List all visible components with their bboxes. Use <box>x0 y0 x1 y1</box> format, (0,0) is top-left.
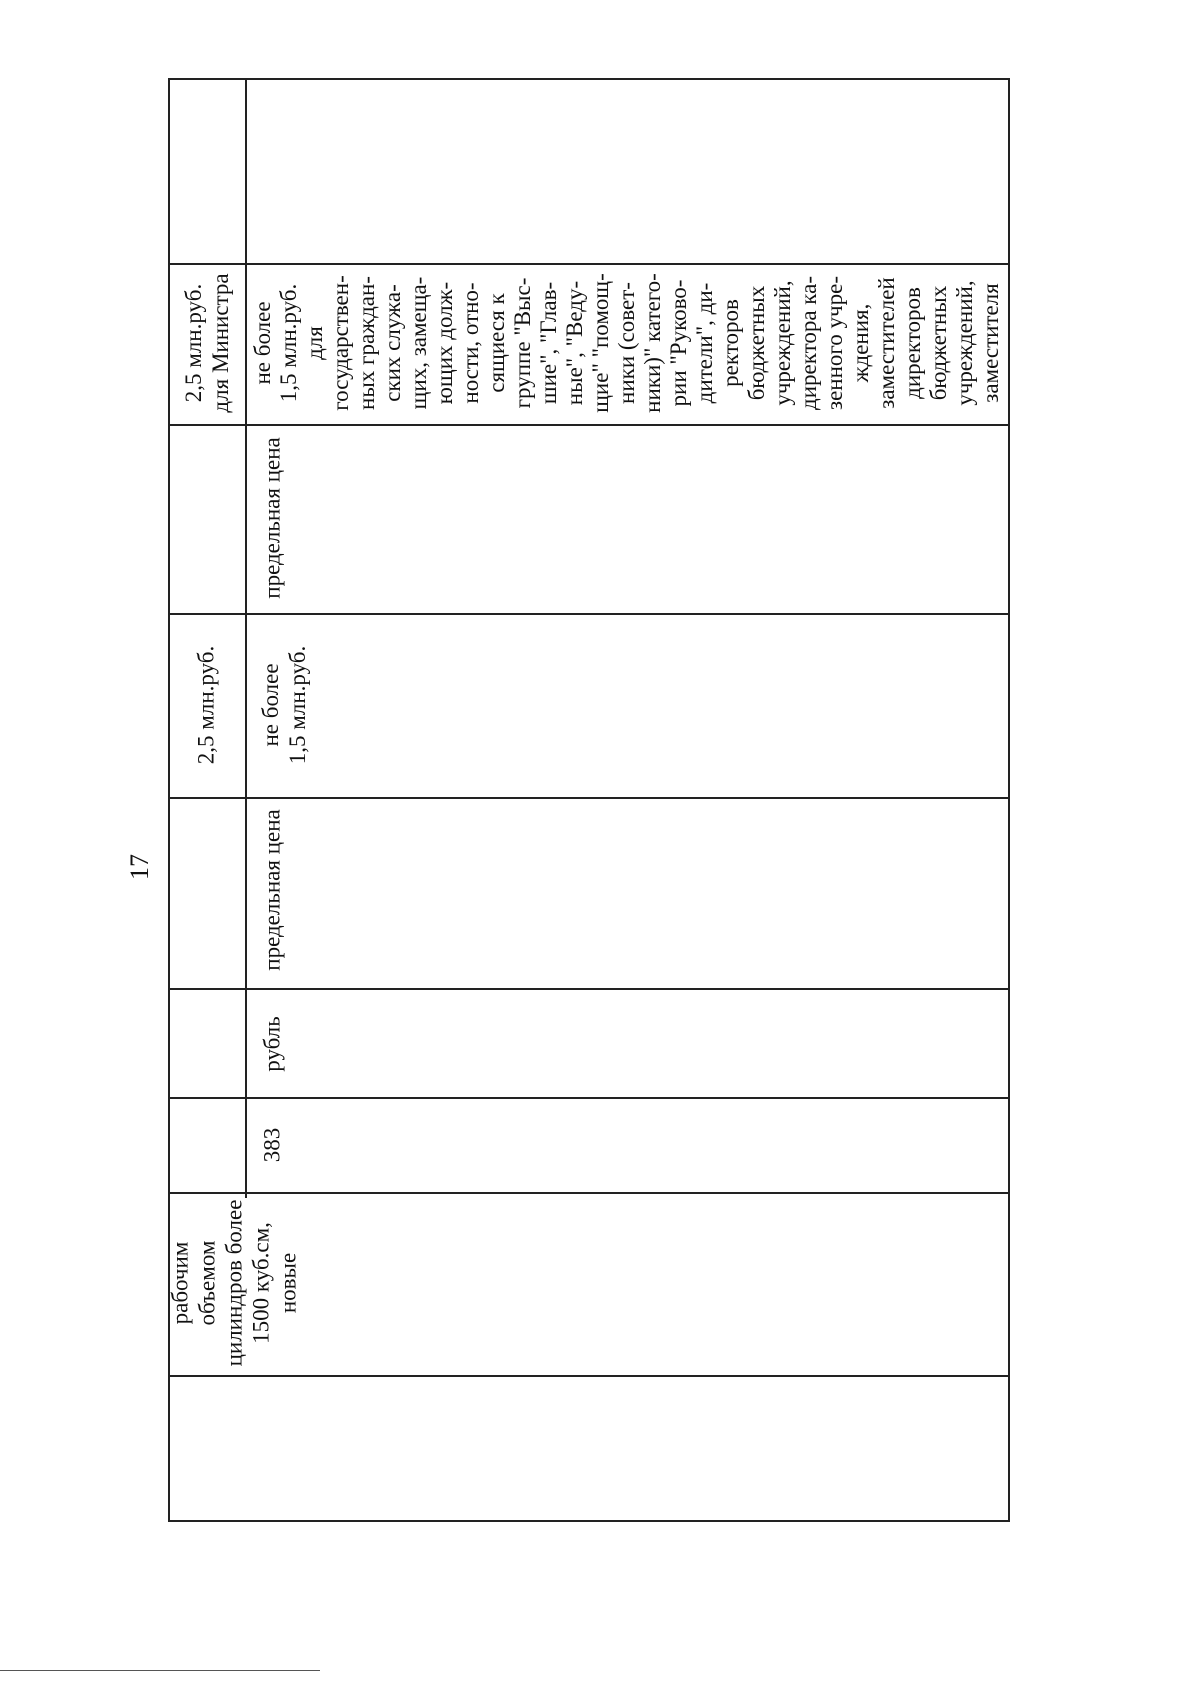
officials-line: директора ка- <box>796 276 821 410</box>
officials-line: щие" "помощ- <box>588 273 613 413</box>
price-limit-line: не более <box>258 663 283 747</box>
officials-line: ных граждан- <box>354 276 379 410</box>
column-divider <box>245 78 247 1198</box>
footer-rule <box>0 1670 320 1671</box>
price-max-line: для Министра <box>208 273 233 413</box>
officials-line: зенного учре- <box>822 276 847 410</box>
description-line: рабочим <box>167 1241 193 1325</box>
row-divider <box>168 797 1010 799</box>
officials-line: ники (совет- <box>614 282 639 404</box>
officials-line: государствен- <box>328 275 353 411</box>
officials-line: ности, отно- <box>458 282 483 404</box>
price-limit-value <box>257 646 311 764</box>
officials-line: дители", ди- <box>692 282 717 404</box>
officials-line: учреждений, <box>770 280 795 406</box>
officials-line: не более <box>250 301 275 385</box>
officials-line: рии "Руково- <box>666 279 691 407</box>
officials-line: бюджетных <box>744 285 769 401</box>
table-border-right <box>1008 78 1010 1522</box>
officials-line: заместителя <box>978 283 1003 403</box>
row-divider <box>168 1097 1010 1099</box>
price-type-label: предельная цена <box>259 809 285 971</box>
officials-line: для <box>302 326 327 360</box>
price-limit-line: 1,5 млн.руб. <box>285 645 310 765</box>
price-max-line: 2,5 млн.руб. <box>181 283 206 403</box>
officials-line: шие", "Глав- <box>536 281 561 405</box>
officials-line: ные", "Веду- <box>562 280 587 406</box>
officials-line: директоров <box>900 287 925 399</box>
officials-line: ющих долж- <box>432 281 457 405</box>
price-max-value-minister <box>180 273 234 412</box>
column-divider <box>168 1470 170 1520</box>
description-cell <box>167 1200 302 1367</box>
officials-line: щих, замеща- <box>406 276 431 410</box>
officials-line: бюджетных <box>926 285 951 401</box>
price-type-label: предельная цена <box>259 437 285 599</box>
description-line: новые <box>275 1252 301 1314</box>
description-line: объемом <box>194 1240 220 1326</box>
officials-line: 1,5 млн.руб. <box>276 283 301 403</box>
description-line: цилиндров более <box>221 1199 247 1367</box>
officials-line: ники)" катего- <box>640 273 665 413</box>
officials-line: сящиеся к <box>484 293 509 393</box>
officials-line: ждения, <box>848 303 873 383</box>
price-limit-value-officials <box>250 273 1004 413</box>
code-cell: 383 <box>259 1127 285 1163</box>
row-divider <box>168 613 1010 615</box>
row-divider <box>168 988 1010 990</box>
officials-line: ских служа- <box>380 284 405 402</box>
unit-cell: рубль <box>259 1016 285 1072</box>
row-divider <box>168 1375 1010 1377</box>
officials-line: учреждений, <box>952 280 977 406</box>
description-line: 1500 куб.см, <box>248 1222 274 1344</box>
officials-line: группе "Выс- <box>510 277 535 409</box>
officials-line: заместителей <box>874 277 899 409</box>
row-divider <box>168 424 1010 426</box>
price-max-value: 2,5 млн.руб. <box>193 645 219 765</box>
row-divider <box>168 263 1010 265</box>
officials-line: ректоров <box>718 299 743 387</box>
row-divider <box>168 1192 1010 1194</box>
table-border-top <box>168 78 1010 80</box>
page-number: 17 <box>125 854 154 880</box>
table-border-bottom <box>168 1520 1010 1522</box>
